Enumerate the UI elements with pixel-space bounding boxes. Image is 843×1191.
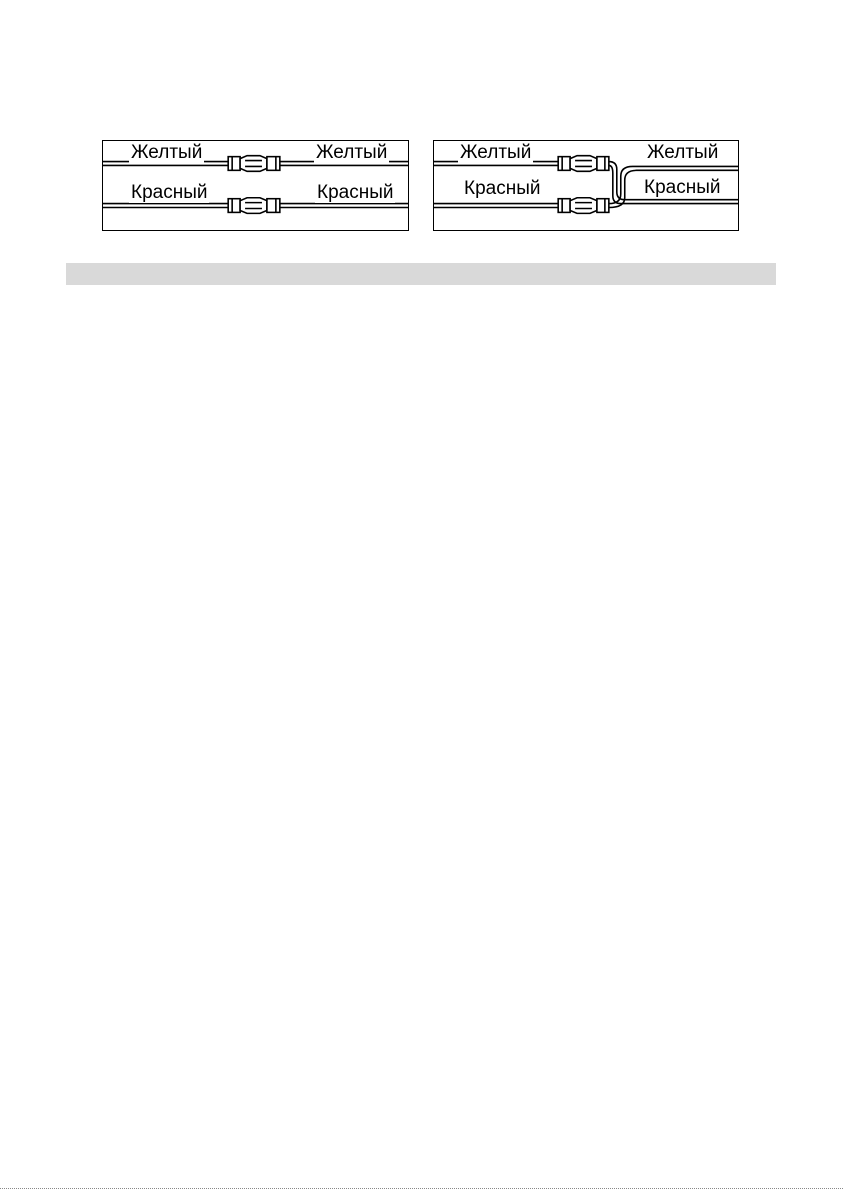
bottom-rca-connector-icon <box>558 198 609 214</box>
section-header-bar <box>66 263 776 285</box>
red-label-left: Красный <box>131 182 208 203</box>
straight-connection-diagram <box>102 140 409 231</box>
red-label-right: Красный <box>644 177 721 198</box>
crossed-connection-diagram <box>433 140 739 231</box>
bottom-rca-connector-icon <box>228 198 280 214</box>
page-bottom-rule <box>0 1188 843 1189</box>
red-label-right: Красный <box>317 182 394 203</box>
top-rca-connector-icon <box>558 156 609 172</box>
yellow-label-left: Желтый <box>460 142 532 163</box>
left-bottom-cable <box>434 204 559 208</box>
yellow-label-left: Желтый <box>131 142 203 163</box>
yellow-label-right: Желтый <box>316 142 388 163</box>
yellow-label-right: Желтый <box>647 142 719 163</box>
top-rca-connector-icon <box>228 156 280 172</box>
red-label-left: Красный <box>464 178 541 199</box>
